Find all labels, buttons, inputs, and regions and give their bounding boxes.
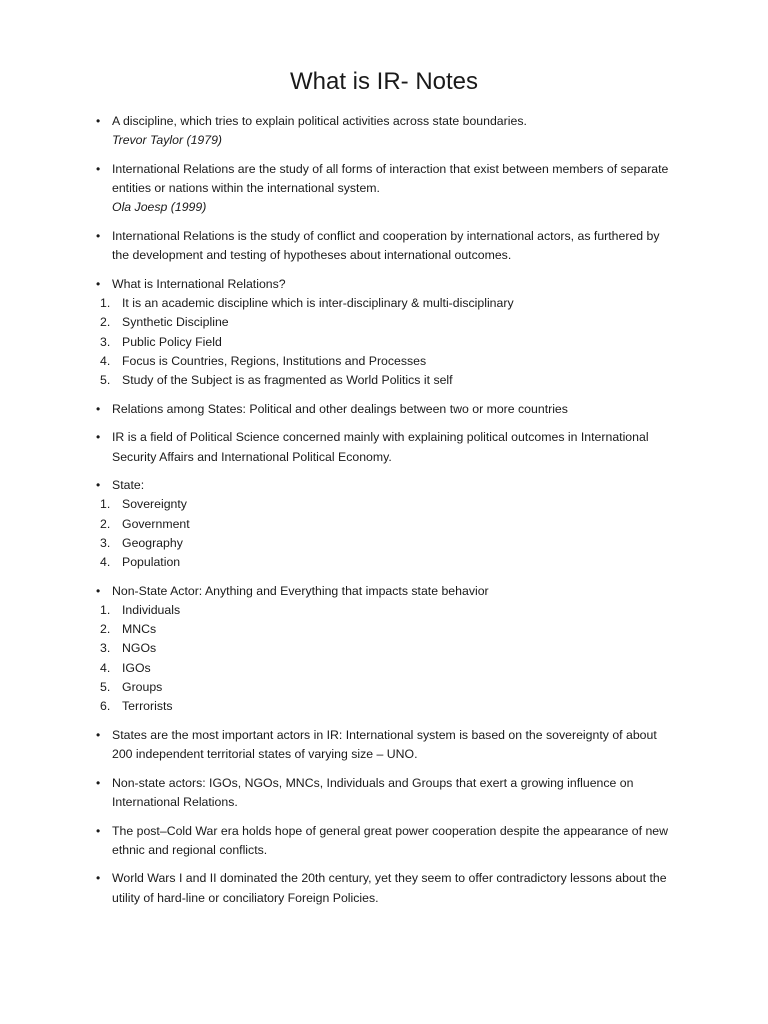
list-number: 2.	[100, 315, 111, 330]
document-title: What is IR- Notes	[289, 68, 479, 95]
list-item-text: States are the most important actors in IR: International system is based on the sovereignty of about 200 independent territorial states of varying size – UNO.	[112, 727, 657, 761]
numbered-list-item	[100, 333, 672, 352]
list-item-text: The post–Cold War era holds hope of general great power cooperation despite the appearance of new ethnic and regional conflicts.	[112, 823, 668, 857]
numbered-list-item-text: IGOs	[122, 660, 151, 675]
bullet-icon: •	[96, 775, 101, 790]
numbered-list-item-text: Study of the Subject is as fragmented as World Politics it self	[122, 372, 453, 387]
list-item-text: State:	[112, 478, 145, 493]
list-number: 1.	[100, 497, 111, 512]
list-item	[0, 822, 672, 860]
list-item	[0, 400, 672, 419]
list-item	[0, 428, 672, 466]
list-number: 5.	[100, 679, 111, 694]
bullet-icon: •	[96, 871, 101, 886]
numbered-list-item-text: Public Policy Field	[122, 334, 222, 349]
list-item-text: IR is a field of Political Science concerned mainly with explaining political outcomes in International Security Affairs and International Political Economy.	[112, 430, 649, 464]
numbered-list-item-text: Geography	[122, 535, 183, 550]
numbered-list-item	[100, 294, 672, 313]
numbered-list-item-text: Individuals	[122, 602, 181, 617]
numbered-list	[100, 495, 672, 572]
numbered-list-item	[100, 678, 672, 697]
numbered-list-item	[100, 495, 672, 514]
numbered-list-item	[100, 620, 672, 639]
citation: Ola Joesp (1999)	[112, 200, 207, 215]
numbered-list-item-text: It is an academic discipline which is inter-disciplinary & multi-disciplinary	[122, 296, 514, 311]
bullet-icon: •	[96, 430, 101, 445]
numbered-list-item	[100, 553, 672, 572]
list-item	[0, 774, 672, 812]
list-number: 2.	[100, 516, 111, 531]
list-item-text: Relations among States: Political and other dealings between two or more countries	[112, 401, 568, 416]
numbered-list-item-text: NGOs	[122, 641, 157, 656]
numbered-list-item	[100, 313, 672, 332]
bullet-icon: •	[96, 823, 101, 838]
citation: Trevor Taylor (1979)	[112, 133, 223, 148]
list-number: 4.	[100, 353, 111, 368]
numbered-list-item-text: Government	[122, 516, 190, 531]
bullet-icon: •	[96, 478, 101, 493]
list-number: 5.	[100, 372, 111, 387]
list-item	[0, 476, 672, 572]
bullet-icon: •	[96, 583, 101, 598]
list-item	[0, 227, 672, 265]
bullet-icon: •	[96, 161, 101, 176]
list-item-text: International Relations are the study of all forms of interaction that exist between members of separate entities or nations within the international system.	[112, 161, 669, 196]
list-number: 3.	[100, 641, 111, 656]
list-number: 1.	[100, 296, 111, 311]
list-item-text: Non-state actors: IGOs, NGOs, MNCs, Individuals and Groups that exert a growing influence on International Relations.	[112, 775, 634, 809]
bullet-icon: •	[96, 114, 101, 128]
bullet-icon: •	[96, 229, 101, 244]
list-item-text: Non-State Actor: Anything and Everything that impacts state behavior	[112, 583, 489, 598]
list-item	[0, 726, 672, 764]
numbered-list-item-text: Terrorists	[122, 698, 173, 713]
list-number: 6.	[100, 698, 111, 713]
numbered-list-item	[100, 697, 672, 716]
bullet-icon: •	[96, 401, 101, 416]
list-item	[0, 582, 672, 716]
list-number: 3.	[100, 535, 111, 550]
list-number: 4.	[100, 660, 111, 675]
list-item	[0, 160, 672, 218]
list-number: 2.	[100, 622, 111, 637]
list-item-text: What is International Relations?	[112, 276, 286, 291]
numbered-list-item	[100, 352, 672, 371]
numbered-list-item-text: MNCs	[122, 622, 157, 637]
list-number: 1.	[100, 602, 111, 617]
numbered-list-item	[100, 659, 672, 678]
list-item	[0, 275, 672, 390]
numbered-list-item	[100, 371, 672, 390]
numbered-list-item-text: Synthetic Discipline	[122, 315, 229, 330]
list-item-text: A discipline, which tries to explain political activities across state boundaries.	[112, 114, 527, 128]
numbered-list-item-text: Sovereignty	[122, 497, 187, 512]
numbered-list-item-text: Groups	[122, 679, 163, 694]
numbered-list-item	[100, 601, 672, 620]
numbered-list	[100, 601, 672, 716]
numbered-list-item	[100, 534, 672, 553]
list-number: 4.	[100, 555, 111, 570]
numbered-list-item-text: Focus is Countries, Regions, Institutions and Processes	[122, 353, 427, 368]
numbered-list-item-text: Population	[122, 555, 181, 570]
list-number: 3.	[100, 334, 111, 349]
numbered-list-item	[100, 515, 672, 534]
list-item	[0, 869, 672, 907]
list-item	[0, 112, 672, 150]
numbered-list-item	[100, 639, 672, 658]
list-item-text: International Relations is the study of conflict and cooperation by international actors, as furthered by the development and testing of hypotheses about international outcomes.	[112, 229, 660, 263]
numbered-list	[100, 294, 672, 390]
bullet-icon: •	[96, 727, 101, 742]
list-item-text: World Wars I and II dominated the 20th century, yet they seem to offer contradictory lessons about the utility of hard-line or conciliatory Foreign Policies.	[112, 871, 667, 905]
notes-list	[0, 112, 768, 917]
bullet-icon: •	[96, 276, 101, 291]
